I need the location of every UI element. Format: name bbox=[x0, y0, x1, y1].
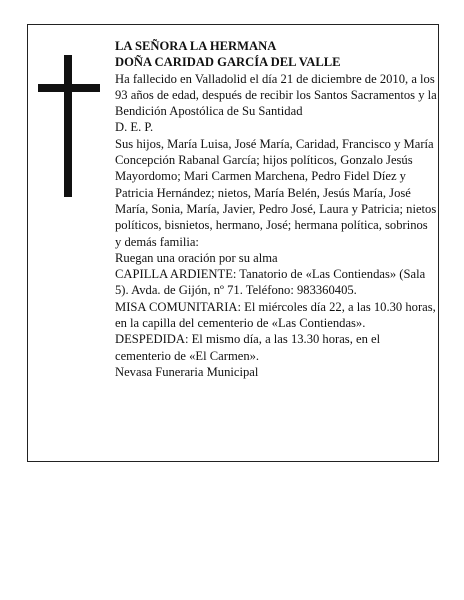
dep-abbreviation: D. E. P. bbox=[115, 120, 154, 135]
farewell-info: DESPEDIDA: El mismo día, a las 13.30 horas, en el cementerio de «El Carmen». bbox=[115, 332, 381, 363]
heading-line-2-deceased-name: DOÑA CARIDAD GARCÍA DEL VALLE bbox=[115, 55, 341, 70]
cross-vertical-bar bbox=[64, 55, 72, 197]
mass-info: MISA COMUNITARIA: El miércoles día 22, a las 10.30 horas, en la capilla del cementerio de «Las Contiendas». bbox=[115, 299, 436, 331]
family-list: Sus hijos, María Luisa, José María, Caridad, Francisco y María Concepción Rabanal García; hijos políticos, Gonzalo Jesús Mayordomo; Mari Carmen Marchena, Pedro Fidel Díez y Patricia Hernández; nietos, María Belén, Jesús María, José María, Sonia, María, Javier, Pedro José, Laura y Patricia; nietos políticos, bisnietos, hermano, José; hermana política, sobrinos y demás familia: bbox=[115, 136, 437, 249]
prayer-request: Ruegan una oración por su alma bbox=[115, 250, 278, 265]
funeral-home: Nevasa Funeraria Municipal bbox=[115, 364, 259, 379]
death-announcement: Ha fallecido en Valladolid el día 21 de diciembre de 2010, a los 93 años de edad, después de recibir los Santos Sacramentos y la Bendición Apostólica de Su Santidad bbox=[115, 71, 437, 119]
obituary-text bbox=[115, 38, 437, 380]
heading-line-1: LA SEÑORA LA HERMANA bbox=[115, 39, 277, 53]
cross-icon bbox=[38, 55, 100, 197]
chapel-info: CAPILLA ARDIENTE: Tanatorio de «Las Contiendas» (Sala 5). Avda. de Gijón, nº 71. Teléfono: 983360405. bbox=[115, 267, 426, 298]
cross-horizontal-bar bbox=[38, 84, 100, 92]
